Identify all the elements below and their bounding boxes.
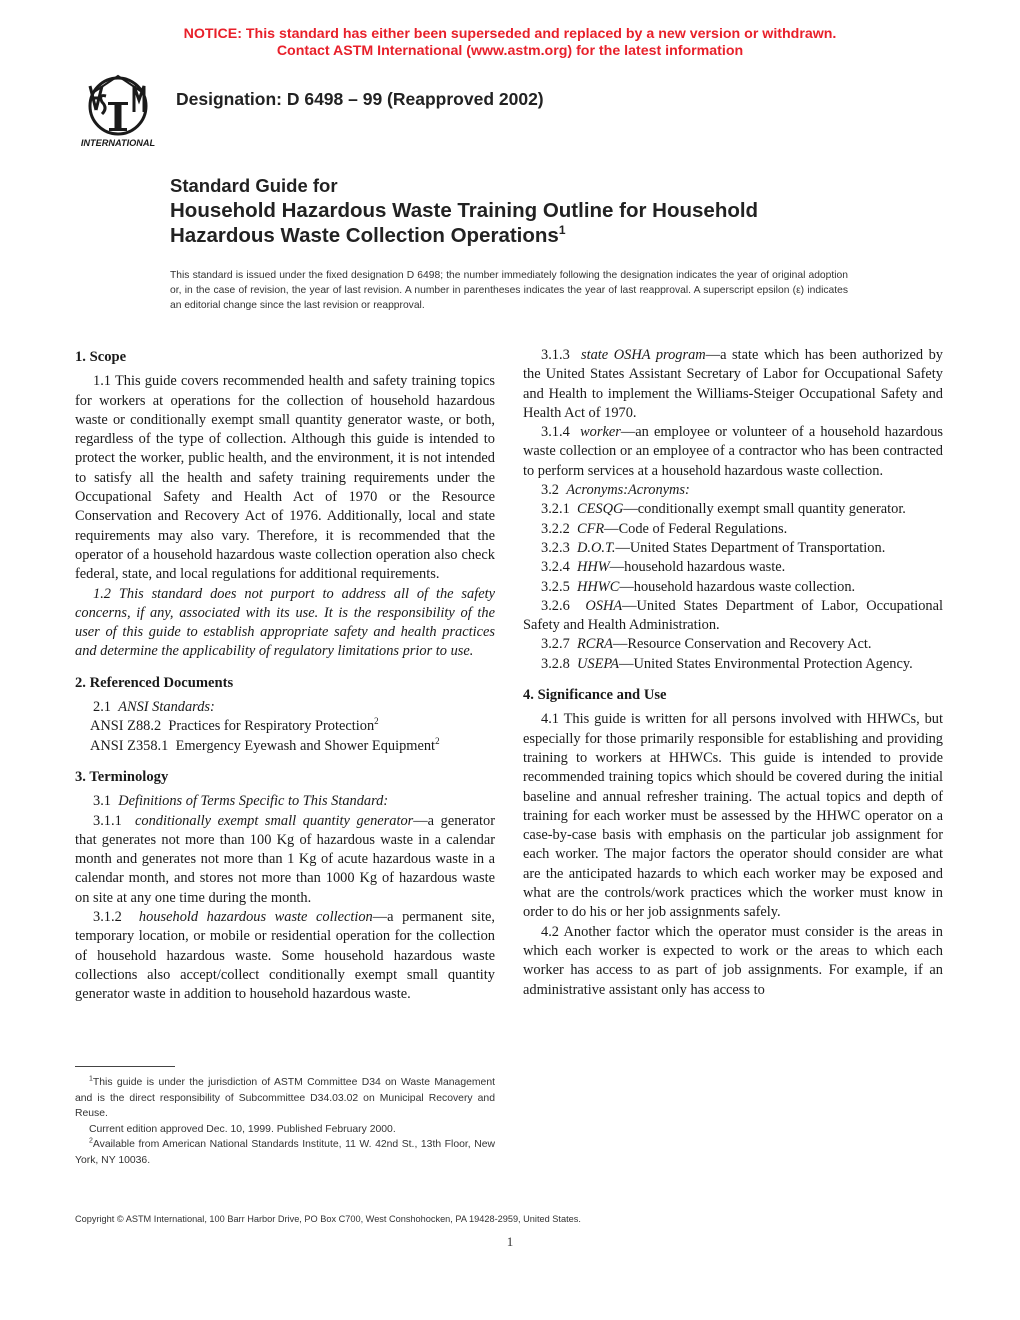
acronym-item: 3.2.2 CFR—Code of Federal Regulations. (541, 520, 788, 537)
acronym-item: 3.2.5 HHWC—household hazardous waste collection. (541, 578, 856, 595)
notice-banner (0, 26, 1020, 60)
notice-line-2: Contact ASTM International (www.astm.org) for the latest information (276, 43, 744, 59)
section-4-heading: 4. Significance and Use (523, 687, 667, 704)
acronym-item: 3.2.7 RCRA—Resource Conservation and Recovery Act. (541, 636, 872, 653)
acronym-item: 3.2.3 D.O.T.—United States Department of Transportation. (541, 539, 886, 556)
para-3-1-3: 3.1.3 state OSHA program—a state which has been authorized by the United States Assistant Secretary of Labor for Occupational Safety and Health to implement the Williams-Steiger Occupational Safety and Health Act of 1970. (523, 347, 944, 421)
para-3-1-1: 3.1.1 conditionally exempt small quantity generator—a generator that generates not more than 100 Kg of hazardous waste in a calendar month and generates not more than 1 Kg of acute hazardous waste in a calendar month, and stores not more than 1000 Kg of hazardous waste on site at any one time during the month. (75, 812, 495, 906)
ref-ansi-z358: ANSI Z358.1 Emergency Eyewash and Shower Equipment$^2$ (90, 735, 440, 754)
section-1-heading: 1. Scope (75, 349, 127, 365)
acronym-item: 3.2.4 HHW—household hazardous waste. (541, 559, 786, 576)
page-number: 1 (506, 1234, 514, 1249)
section-3-heading: 3. Terminology (75, 768, 169, 785)
title-line-2: Household Hazardous Waste Training Outline for Household (170, 199, 759, 222)
right-column (523, 346, 943, 1000)
para-4-2: 4.2 Another factor which the operator must consider is the areas in which each worker is expected to work or the areas to which each worker has access to as part of job assignments. For example, if an administrative assistant only has access to (523, 923, 943, 998)
para-3-2: 3.2 Acronyms:Acronyms: (541, 482, 690, 499)
footnotes (75, 1075, 495, 1169)
logo-caption: INTERNATIONAL (80, 138, 156, 148)
footnote-rule (75, 1066, 175, 1067)
para-1-2: 1.2 This standard does not purport to address all of the safety concerns, if any, associated with its use. It is the responsibility of the user of this guide to establish appropriate safety and health practices and determine the applicability of regulatory limitations prior to use. (75, 585, 495, 660)
footnote-1: $^1$This guide is under the jurisdiction of ASTM Committee D34 on Waste Management and is the direct responsibility of Subcommittee D34.03.02 on Municipal Recovery and Reuse. (75, 1075, 495, 1120)
ref-ansi-z88: ANSI Z88.2 Practices for Respiratory Protection$^2$ (90, 716, 379, 735)
designation: Designation: D 6498 – 99 (Reapproved 2002) (176, 89, 544, 109)
para-1-1: 1.1 This guide covers recommended health and safety training topics for workers at operations for the collection of household hazardous waste or conditionally exempt small quantity generator waste, or both, regardless of the type of collection. Although this guide is intended to protect the worker, public health, and the environment, it is not intended to satisfy all the health and safety training requirements under the Occupational Safety and Health Act of 1970 or the Resource Conservation and Recovery Act of 1976. Additionally, local and state requirements may also vary. Therefore, it is recommended that the operator of a household hazardous waste collection operation also check federal, state, and local regulations for additional requirements. (75, 373, 495, 583)
title-line-3: Hazardous Waste Collection Operations$^1$ (170, 223, 566, 247)
footnote-1-edition: Current edition approved Dec. 10, 1999. Published February 2000. (89, 1123, 396, 1135)
para-4-1: 4.1 This guide is written for all persons involved with HHWCs, but especially for those primarily responsible for establishing and providing training to workers at HHWCs. This guide is intended to provide recommended training topics which should be covered during the initial baseline and annual refresher training. The actual topics and depth of training for each worker must be assessed by the HHWC operator on a case-by-case basis with emphasis on the particular job assignment for each worker. The major factors the operator should consider are what are the anticipated hazards to which each worker may be exposed and what are the controls/work practices which the worker must know in order to do his or her job assignments safely. (523, 711, 943, 921)
para-3-1-2: 3.1.2 household hazardous waste collection—a permanent site, temporary location, or mobile or residential operation for the collection of household hazardous waste. Some household hazardous waste collections also accept/collect conditionally exempt small quantity generator waste in addition to household hazardous waste. (75, 909, 495, 1003)
title-footnote-ref: 1 (558, 223, 566, 238)
document-title (170, 174, 890, 248)
designation-intro: This standard is issued under the fixed designation D 6498; the number immediately following the designation indicates the year of original adoption or, in the case of revision, the year of last revision. A number in parentheses indicates the year of last reapproval. A superscript epsilon (ε) indicates an editorial change since the last revision or reapproval. (170, 270, 848, 311)
section-2-heading: 2. Referenced Documents (75, 674, 234, 691)
left-column (75, 346, 495, 1005)
acronym-item: 3.2.8 USEPA—United States Environmental Protection Agency. (541, 655, 913, 672)
para-3-1-4: 3.1.4 worker—an employee or volunteer of a household hazardous waste collection or an employee of a contractor who has been contracted to perform services at a household hazardous waste collection. (523, 424, 943, 479)
acronym-item: 3.2.6 OSHA—United States Department of Labor, Occupational Safety and Health Administration. (523, 597, 944, 634)
copyright-notice: Copyright © ASTM International, 100 Barr Harbor Drive, PO Box C700, West Conshohocken, PA 19428-2959, United States. (75, 1214, 581, 1224)
acronym-list (523, 500, 943, 674)
astm-logo (76, 72, 160, 152)
notice-line-1: NOTICE: This standard has either been superseded and replaced by a new version or withdrawn. (183, 26, 837, 42)
para-2-1: 2.1 ANSI Standards: (93, 699, 215, 716)
para-3-1: 3.1 Definitions of Terms Specific to This Standard: (93, 793, 389, 810)
footnote-2: $^2$Available from American National Standards Institute, 11 W. 42nd St., 13th Floor, New York, NY 10036. (75, 1137, 495, 1166)
title-line-1: Standard Guide for (170, 175, 338, 196)
acronym-item: 3.2.1 CESQG—conditionally exempt small quantity generator. (541, 501, 906, 518)
